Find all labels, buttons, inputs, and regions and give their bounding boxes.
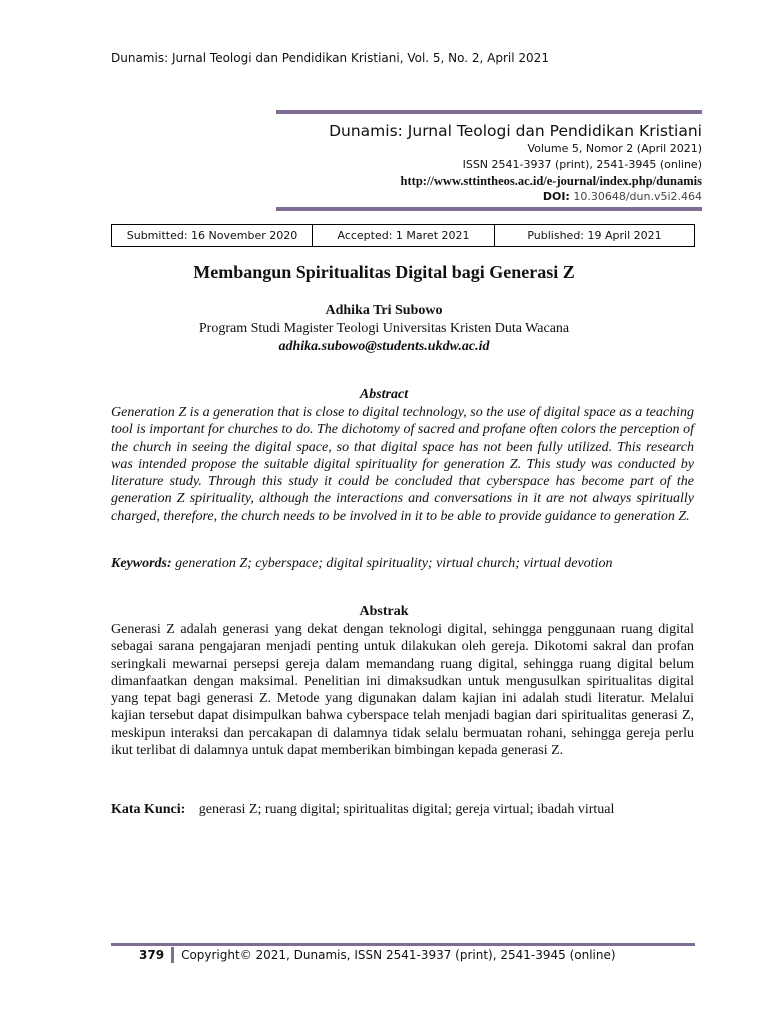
dates-table [111,224,695,247]
keywords-line [111,556,612,572]
page-number: 379 [139,948,165,962]
abstract-text: Generation Z is a generation that is close to digital technology, so the use of digital space as a teaching tool is important for churches to do. The dichotomy of sacred and profane often colors the perception of the church in seeing the digital space, so that digital space has not been fully utilized. This research was intended propose the suitable digital spirituality for generation Z. This study was conducted by literature study. Through this study it could be concluded that cyberspace has become part of the generation Z spirituality, although the interactions and conversations in it are not always spiritually charged, therefore, the church needs to be involved in it to be able to provide guidance to generation Z. [111,405,694,524]
running-header: Dunamis: Jurnal Teologi dan Pendidikan Kristiani, Vol. 5, No. 2, April 2021 [111,51,549,65]
journal-volume: Volume 5, Nomor 2 (April 2021) [527,142,702,155]
kata-kunci-line [111,802,614,818]
journal-url-link[interactable]: http://www.sttintheos.ac.id/e-journal/index.php/dunamis [400,174,702,188]
header-top-rule [276,110,702,114]
author-email-link[interactable]: adhika.subowo@students.ukdw.ac.id [278,339,490,354]
author-affiliation: Program Studi Magister Teologi Universitas Kristen Duta Wacana [198,321,570,336]
doi-link[interactable]: 10.30648/dun.v5i2.464 [573,190,702,203]
footer-separator [171,947,174,963]
header-bottom-rule [276,207,702,211]
author-block [0,302,768,356]
journal-issn: ISSN 2541-3937 (print), 2541-3945 (online) [462,158,702,171]
submitted-date: Submitted: 16 November 2020 [112,225,313,246]
accepted-date: Accepted: 1 Maret 2021 [313,225,495,246]
published-date: Published: 19 April 2021 [527,229,662,242]
keywords-text: generation Z; cyberspace; digital spirituality; virtual church; virtual devotion [175,556,613,571]
article-title: Membangun Spiritualitas Digital bagi Generasi Z [193,262,575,282]
abstrak-heading: Abstrak [359,604,409,619]
author-name: Adhika Tri Subowo [325,303,443,318]
kata-kunci-text: generasi Z; ruang digital; spiritualitas digital; gereja virtual; ibadah virtual [198,802,615,817]
abstract-heading: Abstract [359,387,409,402]
footer-rule [111,943,695,946]
copyright-text: Copyright© 2021, Dunamis, ISSN 2541-3937 (print), 2541-3945 (online) [181,948,616,962]
doi-label: DOI: [542,190,570,203]
kata-kunci-label: Kata Kunci: [111,802,186,817]
journal-title: Dunamis: Jurnal Teologi dan Pendidikan Kristiani [329,122,702,140]
journal-info [329,121,702,205]
keywords-label: Keywords: [111,556,172,571]
journal-doi [329,189,702,205]
page-footer [139,947,616,963]
abstrak-text: Generasi Z adalah generasi yang dekat dengan teknologi digital, sehingga penggunaan ruang digital sebagai sarana pengajaran menjadi penting untuk dilakukan oleh gereja. Dikotomi sakral dan profan seringkali mewarnai persepsi gereja dalam memandang ruang digital, sehingga ruang digital belum dimanfaatkan dengan maksimal. Penelitian ini dimaksudkan untuk mengusulkan spiritualitas digital yang tepat bagi generasi Z. Metode yang digunakan dalam kajian ini adalah studi literatur. Melalui kajian tersebut dapat disimpulkan bahwa cyberspace telah menjadi bagian dari spiritualitas generasi Z, meskipun interaksi dan percakapan di dalamnya tidak selalu bermuatan rohani, sehingga gereja perlu ikut terlibat di dalamnya untuk dapat memberikan bimbingan kepada generasi Z. [111,622,694,759]
